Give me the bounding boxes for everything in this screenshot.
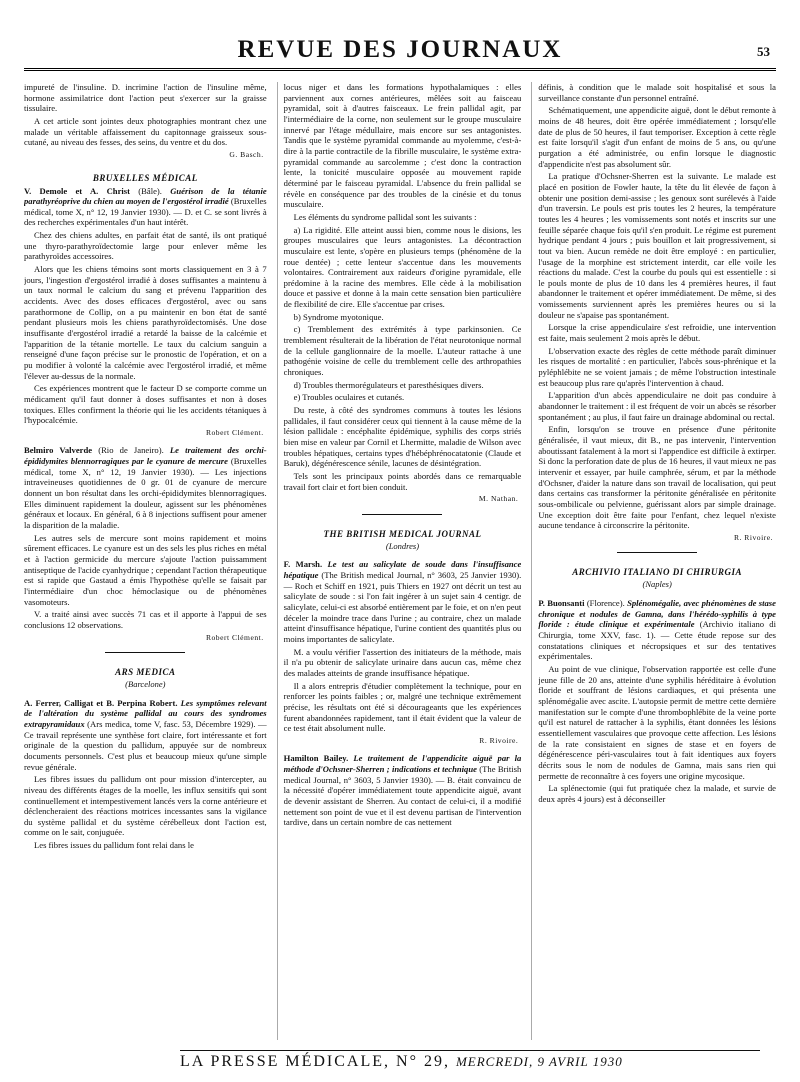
page-number: 53 [757, 44, 770, 59]
article-title: Le test au salicylate de soude dans l'insuffisance hépatique [283, 559, 522, 581]
section-rule [105, 652, 185, 653]
article-source: (Bruxelles médical, tome X, n° 12, 19 Janvier 1930). — Les injections intraveineuses quotidiennes de 0 gr. 01 de cyanure de mercure donnent un bon résultat dans les orchi-épididymites blennorragiques. Elles diminuent rapidement la douleur, agissent sur les phénomènes généraux et locaux. En général, 6 à 8 injections suffisent pour amener la disparition de la maladie. [24, 456, 267, 530]
paragraph: Les fibres issues du pallidum font relai dans le [34, 840, 194, 851]
column-left [24, 82, 267, 1040]
footer-date: MERCREDI, 9 AVRIL 1930 [455, 1054, 623, 1069]
paragraph: a) La rigidité. Elle atteint aussi bien, comme nous le disions, les groupes musculaires que leurs antagonistes. La décontraction musculaire est lente, s'opère en plusieurs temps (phénomène de la roue dentée) ; cette lenteur s'accentue dans les mouvements volontaires. Contrairement aux raideurs d'origine pyramidale, elle prédomine à la racine des membres. Elle cède à la mobilisation douce et passive et donne à la main cette sensation bien particulière de flexibilité de cire. Elle s'accentue par crises. [283, 224, 522, 310]
article-place: (Bâle). [130, 185, 171, 196]
article-author: A. Ferrer, Calligat et B. Perpina Robert. [24, 697, 178, 708]
article-place: (Florence). [584, 598, 628, 608]
article-author: Belmiro Valverde [24, 445, 93, 456]
paragraph: Tels sont les principaux points abordés dans ce remarquable travail fort clair et fort bien conduit. [283, 470, 522, 492]
running-title: REVUE DES JOURNAUX [237, 36, 563, 63]
paragraph: Au point de vue clinique, l'observation rapportée est celle d'une jeune fille de 20 ans, atteinte d'une syphilis héréditaire à évolution floride et souffrant de lésions cardiaques, et qui présenta une splénomégalie avec ascite. L'autopsie permit de mettre cette dernière manifestation sur le compte d'une thrombophlébite de la veine porte qu'il est naturel de rattacher à la syphilis, étant données les lésions essentiellement vasculaires que provoque cette affection. Les lésions de la rate consistaient en signes de stase et en foyers de dégénérescence péri-vasculaires tout à fait identiques aux foyers décrits sous le nom de nodules de Gamna, mais sans rien qui permette de reconnaître à ces foyers une origine mycosique. [538, 663, 776, 781]
paragraph: Enfin, lorsqu'on se trouve en présence d'une péritonite généralisée, il vaut mieux, dit B., ne pas intervenir, l'intervention aboutissant fatalement à la mort si l'appendice est difficile à extirper. Si donc la perforation date de plus de 16 heures, il vaut mieux ne pas intervenir et essayer, par huile camphrée, sérum, et par la méthode d'Ochsner, d'aider la nature dans son travail de localisation, qui peut dans certains cas transformer la péritonite généralisée en péritonite sous-ombilicale ou pelvienne, guérissant alors par simple drainage. Une exception doit être faite pour l'enfant, chez lequel n'existe aucune tendance à circonscrire la péritonite. [538, 424, 776, 531]
reviewer-signature: R. Rivoire. [733, 532, 773, 542]
article-title: Guérison de la tétanie parathyréoprive du chien au moyen de l'ergostérol irradié [24, 185, 267, 207]
article-entry [24, 698, 267, 773]
column-right [531, 82, 776, 1040]
paragraph: e) Troubles oculaires et cutanés. [293, 392, 405, 403]
paragraph: Du reste, à côté des syndromes communs à toutes les lésions pallidales, il faut considérer ceux qui tiennent à la cause même de la lésion pallidale : encéphalite épidémique, syphilis des corps striés bien mise en valeur par Cornil et Lhermitte, maladie de Wilson avec troubles hépatiques, certains types d'hébéphrénocatatonie (Claude et Baruk), dégénérescence sénile, lacunes de désintégration. [283, 405, 522, 469]
paragraph: Schématiquement, une appendicite aiguë, dont le début remonte à moins de 48 heures, doit être opérée immédiatement ; lorsqu'elle date de plus de 50 heures, il faut temporiser. Exception à cette règle est faite lorsqu'il s'agit d'un enfant de moins de 5 ans, ou qu'une purgation a été administrée, ou enfin lorsque le diagnostic d'appendicite n'est pas absolument sûr. [538, 105, 776, 169]
article-source: (Bruxelles médical, tome X, n° 12, 19 Janvier 1930). — D. et C. se sont livrés à des recherches expérimentales d'un haut intérêt. [24, 196, 267, 228]
article-source: (Archivio italiano di Chirurgia, tome XXV, fasc. 1). — Cette étude repose sur des constatations cliniques et nécropsiques et sur des tentatives expérimentales. [538, 619, 776, 662]
paragraph: L'apparition d'un abcès appendiculaire ne doit pas conduire à abandonner le traitement : il est fréquent de voir un abcès se résorber spontanément ; au plus, il faut faire un drainage abdominal ou rectal. [538, 390, 776, 422]
article-title: Splénomégalie, avec phénomènes de stase chronique et nodules de Gamna, dans l'hérédo-syphilis à type floride : étude clinique et expérimentale [538, 598, 776, 630]
paragraph: définis, à condition que le malade soit hospitalisé et sous la surveillance constante d'un personnel entraîné. [538, 82, 776, 103]
journal-city: (Naples) [642, 579, 672, 590]
paragraph: Ces expériences montrent que le facteur D se comporte comme un médicament qu'il faut donner à doses suffisantes et non à doses toxiques. Elles confirment la théorie qui lie les accidents tétaniques à l'hypocalcémie. [24, 383, 267, 426]
article-entry [24, 445, 267, 530]
journal-section-title: ARCHIVIO ITALIANO DI CHIRURGIA [572, 567, 743, 578]
article-title: Le traitement de l'appendicite aiguë par la méthode d'Ochsner-Sherren ; indications et technique [283, 753, 522, 774]
page-footer [180, 1050, 760, 1071]
paragraph: M. a voulu vérifier l'assertion des initiateurs de la méthode, mais il n'a pu obtenir de salicylate urinaire dans aucun cas, même chez des malades atteints de grande insuffisance hépatique. [283, 646, 522, 678]
article-source: (The British medical Journal, n° 3603, 25 Janvier 1930). — Roch et Schiff en 1921, puis Thiers en 1927 ont décrit un test au salicylate de soude : si l'on fait ingérer à un sujet sain 4 centigr. de salicylate, celui-ci est absorbé entièrement par le foie, et on n'en peut déceler la moindre trace dans l'urine ; au contraire, chez un malade atteint d'insuffisance hépatique, l'urine contient des quantités plus ou moins importantes de salicylate. [283, 570, 522, 644]
reviewer-signature: G. Basch. [229, 149, 264, 159]
article-author: F. Marsh. [283, 559, 323, 570]
reviewer-signature: Robert Clément. [205, 632, 264, 642]
paragraph: d) Troubles thermorégulateurs et paresthésiques divers. [293, 379, 484, 390]
column-middle [277, 82, 522, 1040]
article-source: (Ars medica, tome V, fasc. 53, Décembre 1929). — Ce travail représente une synthèse fort claire, fort intéressante et fort originale de la question du pallidum, appuyée sur de nombreux documents personnels. C'est plus et beaucoup mieux qu'une simple revue générale. [24, 718, 267, 772]
article-entry [284, 753, 522, 828]
paragraph: Il a alors entrepris d'étudier complètement la technique, pour en renforcer les points faibles ; or, malgré une technique extrêmement précise, les résultats ont été si décourageants que les expériences furent abandonnées rapidement, tant il était évident que la valeur de ce test était absolument nulle. [283, 680, 522, 734]
paragraph: V. a traité ainsi avec succès 71 cas et il apporte à l'appui de ses conclusions 12 observations. [24, 609, 267, 630]
page-header [24, 24, 776, 70]
journal-section-title: BRUXELLES MÉDICAL [92, 173, 198, 184]
article-title: Les symptômes relevant de l'altération du système pallidal au cours des syndromes extrapyramidaux [24, 697, 267, 729]
article-entry [24, 186, 267, 229]
journal-section-title: ARS MEDICA [115, 666, 176, 677]
paragraph: La splénectomie (qui fut pratiquée chez la malade, et survie de deux après 4 jours) est à déconseiller [538, 783, 776, 804]
header-rule [24, 68, 776, 71]
article-place: (Rio de Janeiro). [92, 445, 170, 456]
paragraph: Les éléments du syndrome pallidal sont les suivants : [293, 211, 477, 222]
paragraph: Lorsque la crise appendiculaire s'est refroidie, une intervention est faite, mais seulement 2 mois après le début. [538, 322, 776, 344]
article-entry [284, 559, 522, 644]
paragraph: b) Syndrome myotonique. [293, 311, 384, 322]
article-source: (The British medical Journal, n° 3603, 5 Janvier 1930). — B. était convaincu de la nécessité d'opérer immédiatement toute appendicite aiguë, avant de devenir assistant de Sherren. Au contact de celui-ci, il a modifié nettement son point de vue et il est devenu partisan de l'intervention tardive, dans un certain nombre de cas nettement [283, 763, 522, 828]
reviewer-signature: R. Rivoire. [479, 735, 519, 745]
article-author: V. Demole et A. Christ [24, 185, 130, 196]
section-rule [362, 514, 442, 515]
journal-city: (Londres) [385, 540, 420, 551]
paragraph: Les fibres issues du pallidum ont pour mission d'intercepter, au niveau des différents étages de la moelle, les influx sensitifs qui sont continuellement et intempestivement lancés vers la corne antérieure et déclencheraient des réactions motrices incessantes sans la vigilance du système pallidal et du système cérébelleux dont l'action est, comme on le sait, conjuguée. [24, 774, 267, 838]
article-author: P. Buonsanti [538, 598, 585, 608]
reviewer-signature: M. Nathan. [478, 494, 519, 504]
paragraph: Chez des chiens adultes, en parfait état de santé, ils ont pratiqué une thyro-parathyroïdectomie large pour enlever même les parathyroïdes accessoires. [24, 230, 267, 262]
footer-journal: LA PRESSE MÉDICALE, N° 29, [180, 1053, 450, 1070]
paragraph: Alors que les chiens témoins sont morts classiquement en 3 à 7 jours, l'ingestion d'ergostérol irradié à doses suffisantes a maintenu à un taux normal le calcium du sang et prévenu l'apparition des accidents. Avec des doses efficaces d'ergostérol, avec ou sans parathormone de Collip, on a pu maintenir en bon état de santé pendant plusieurs mois les chiens parathyroïdectomisés. Une dose insuffisante d'ergostérol irradié a retardé la baisse de la calcémie et l'apparition de la tétanie mortelle. Le taux du calcium sanguin a renseigné d'une façon précise sur le pronostic de l'opération, et on a pu modifier à volonté la calcémie avec l'ergostérol irradié, et même l'élever au-dessus de la normale. [24, 264, 267, 381]
paragraph: impureté de l'insuline. D. incrimine l'action de l'insuline même, hormone assimilatrice dont l'action peut s'exercer sur la graisse tissulaire. [24, 82, 267, 114]
reviewer-signature: Robert Clément. [205, 427, 264, 437]
paragraph: Les autres sels de mercure sont moins rapidement et moins sûrement efficaces. Le cyanure est un des sels les plus riches en métal et à l'action germicide du mercure s'ajoute l'action puissamment antiseptique de l'acide cyanhydrique ; cependant l'action thérapeutique est si rapide que Gastaud a émis l'hypothèse qu'elle se faisait par l'intermédiaire d'un choc hémoclasique ou de phénomènes vasomoteurs. [24, 532, 267, 607]
article-author: Hamilton Bailey. [283, 753, 349, 764]
journal-section-title: THE BRITISH MEDICAL JOURNAL [323, 528, 482, 539]
journal-city: (Barcelone) [125, 679, 166, 690]
paragraph: L'observation exacte des règles de cette méthode paraît diminuer les risques de mortalité : en particulier, l'abcès sous-phrénique et la pyléphlébite ne se voient jamais ; de même l'obstruction intestinale est beaucoup plus rare qu'après l'intervention à chaud. [538, 345, 776, 388]
paragraph: A cet article sont jointes deux photographies montrant chez une malade un véritable affaissement du capitonnage graisseux sous-cutané, au niveau des fesses, des seins, du ventre et du dos. [24, 115, 267, 148]
section-rule [617, 552, 697, 553]
article-entry [538, 598, 776, 662]
paragraph: La pratique d'Ochsner-Sherren est la suivante. Le malade est placé en position de Fowler haute, la tête du lit élevée de façon à obtenir une position demi-assise ; les genoux sont surélevés à l'aide d'un traversin. Le pouls est pris toutes les 2 heures, la température toutes les 4 heures ; les vomissements sont notés et inscrits sur une feuille séparée chaque fois qu'il s'en produit. Le régime est purement hydrique pendant 4 jours ; puis bouillon et lait progressivement, si tout va bien. Aucun remède ne doit être employé : en particulier, l'usage de la morphine est strictement interdit, car elle voile les réactions du malade. C'est la courbe du pouls qui est essentielle : si le pouls monte de plus de 10 dans les 4 premières heures, il faut abandonner le traitement et opérer immédiatement. De même, si des vomissements surviennent après les premières heures ou si la douleur ne s'apaise pas spontanément. [538, 171, 776, 320]
paragraph: c) Tremblement des extrémités à type parkinsonien. Ce tremblement résulterait de la libération de l'état neurotonique normal de la cellule ganglionnaire de la moelle. L'auteur rattache à une pathogénie voisine de celle du tremblement celle des arthropathies chroniques. [283, 324, 522, 378]
article-title: Le traitement des orchi-épididymites blennorragiques par le cyanure de mercure [24, 445, 267, 466]
article-columns [24, 82, 776, 1040]
paragraph: locus niger et dans les formations hypothalamiques : elles parviennent aux cornes antérieures, mêlées soit au faisceau pyramidal, soit à d'autres faisceaux. Le frein pallidal agit, par l'intermédiaire de la corne, non seulement sur le groupe musculaire innervé par l'étage médullaire, mais encore sur ses antagonistes. Tandis que le système pyramidal commande au myolemme, c'est-à-dire à la partie contractile de la fibrille musculaire, le système extra-pyramidal commande au sarcolemme ; c'est donc la contraction lente, la tonicité musculaire opposée au mouvement rapide déterminé par le faisceau pyramidal. L'absence du frein pallidal se révèle en conséquence par des troubles de la cinésie et du tonus musculaire. [283, 82, 522, 210]
